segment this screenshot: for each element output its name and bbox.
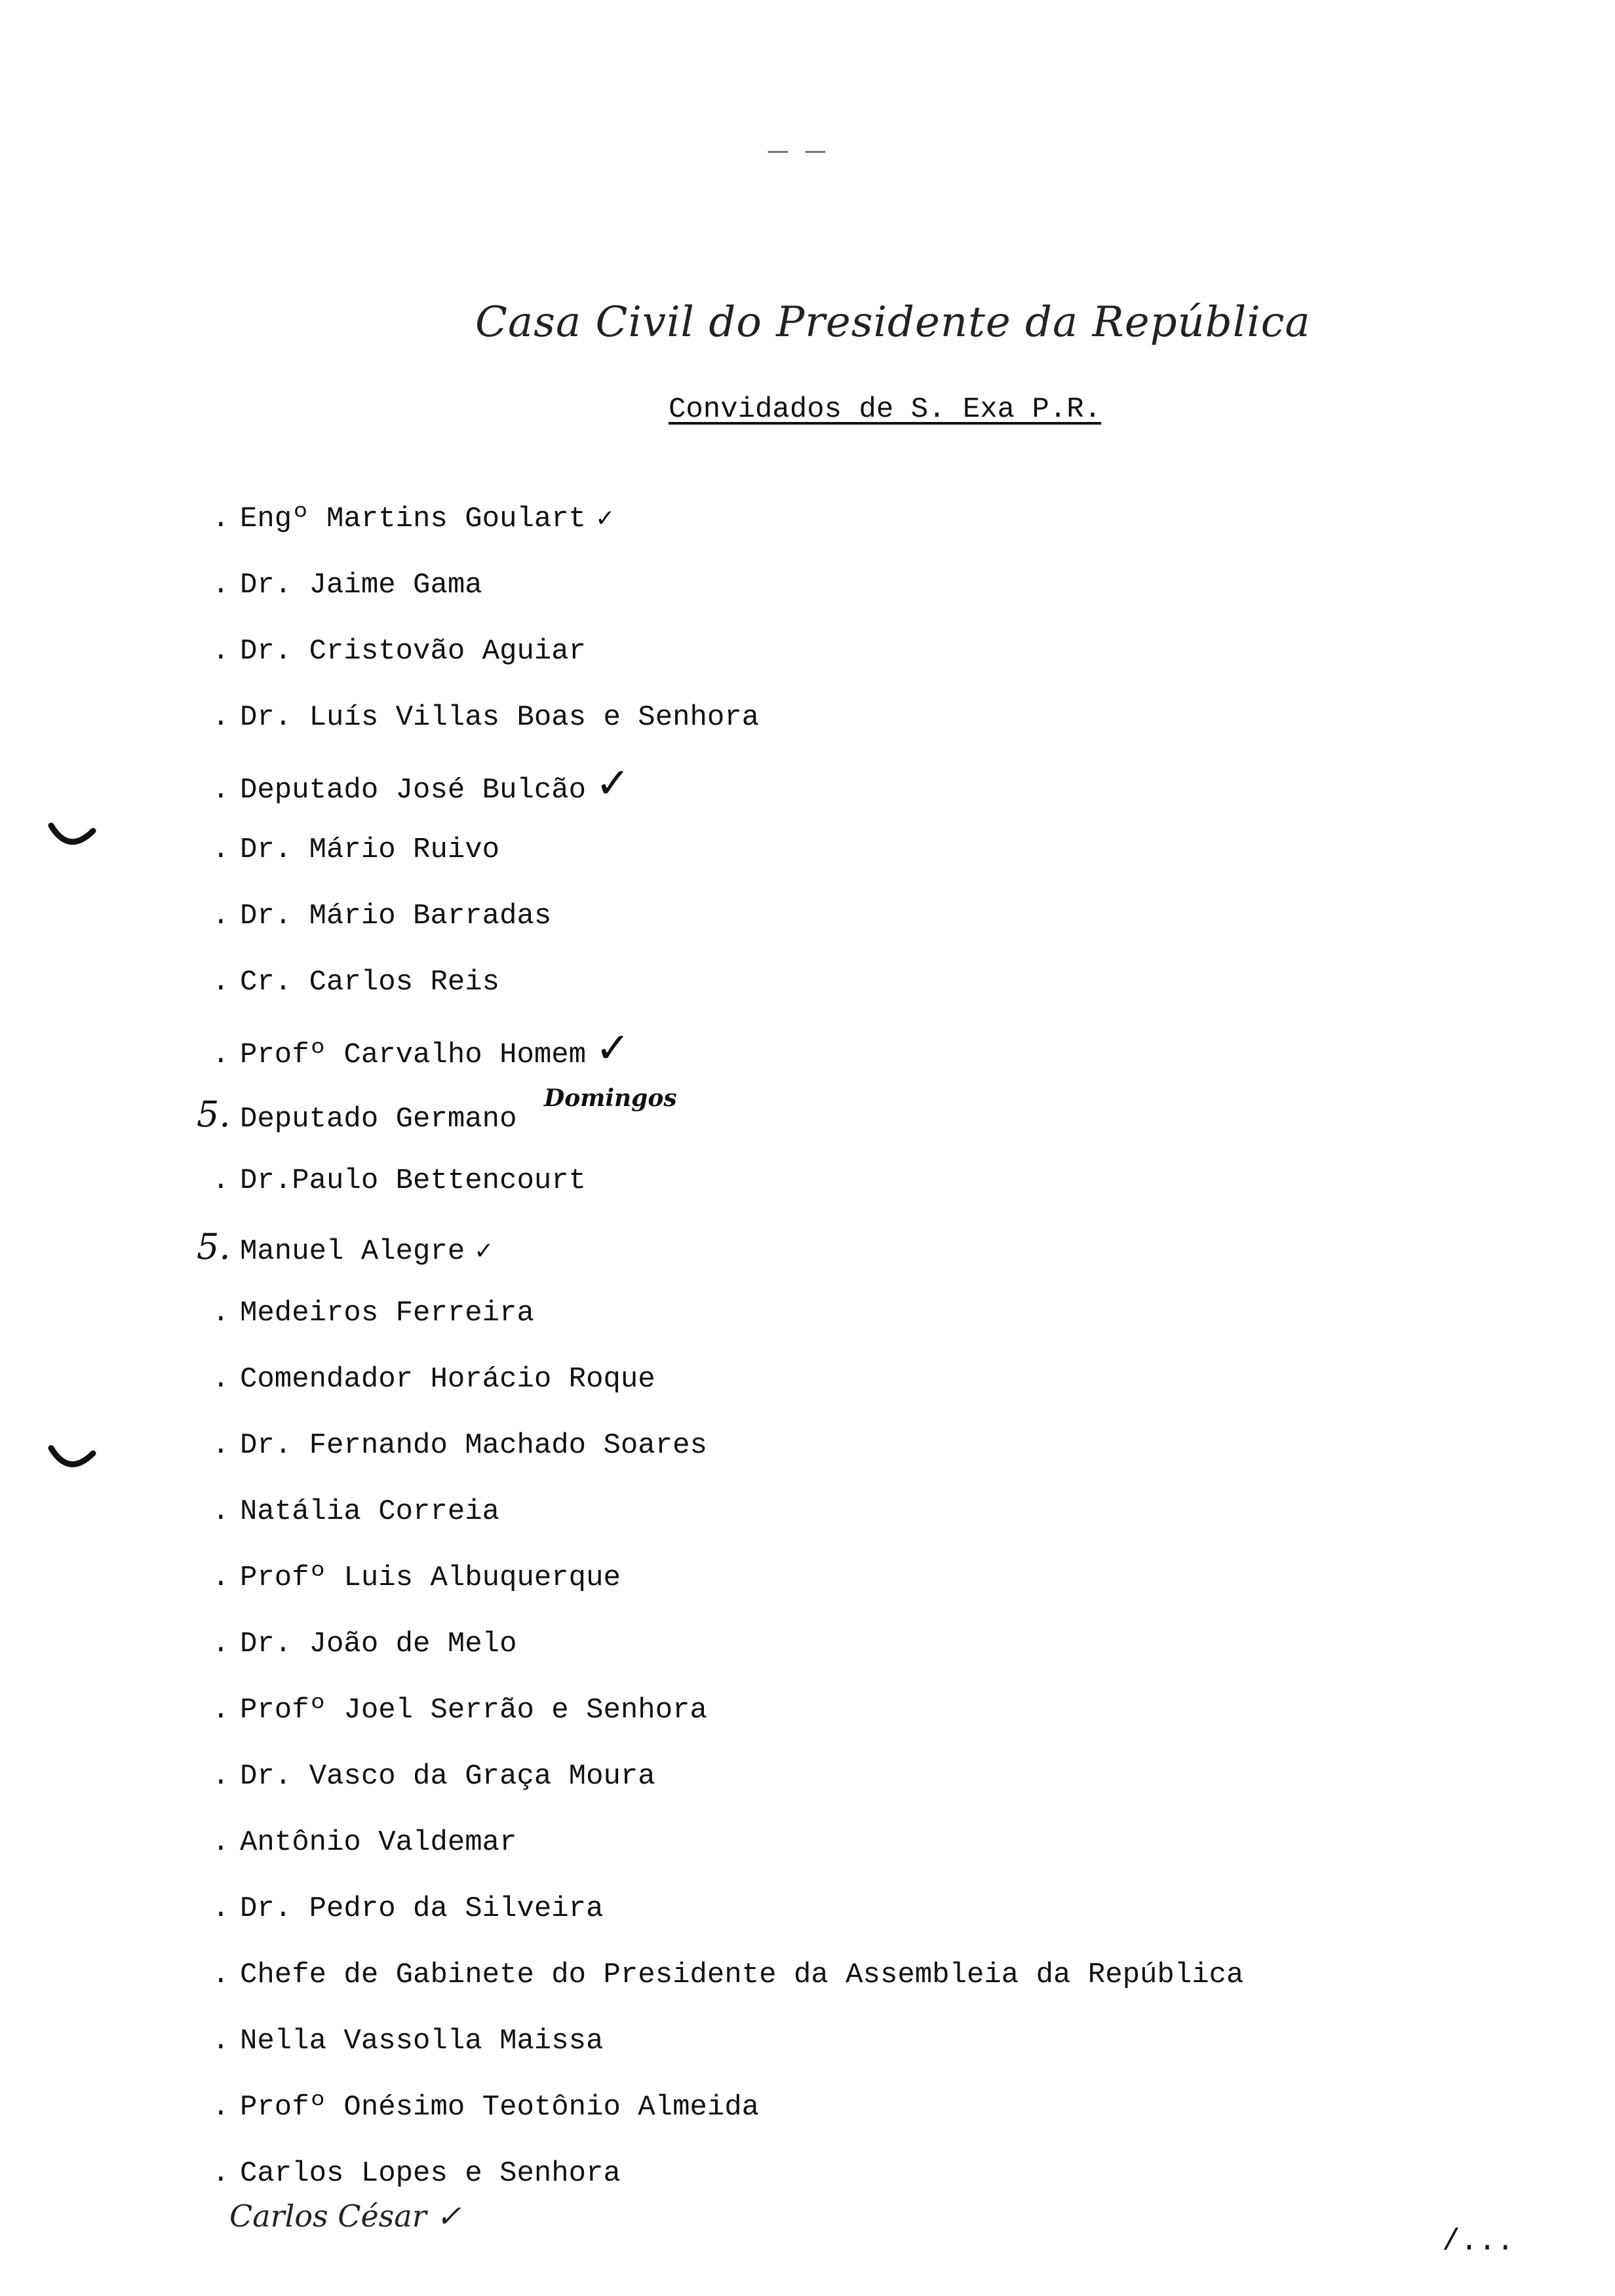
guest-name: Dr. Vasco da Graça Moura xyxy=(240,1760,655,1793)
guest-list-item xyxy=(197,698,759,737)
list-bullet: . xyxy=(212,635,229,668)
list-bullet: . xyxy=(212,1297,229,1330)
guest-name: Manuel Alegre xyxy=(240,1235,465,1268)
guest-name: Engº Martins Goulart xyxy=(240,503,587,535)
guest-name: Dr. Cristovão Aguiar xyxy=(240,635,587,668)
handwritten-check-icon: ✓ xyxy=(595,1024,631,1073)
guest-list-item xyxy=(197,2154,621,2193)
top-dash-mark: — — xyxy=(767,138,830,164)
handwritten-check-icon: ✓ xyxy=(595,505,615,532)
list-bullet: . xyxy=(212,1561,229,1594)
guest-name: Profº Carvalho Homem xyxy=(240,1039,587,1071)
guest-list-item xyxy=(197,1889,604,1928)
guest-name: Antônio Valdemar xyxy=(240,1826,517,1859)
guest-name: Dr. Mário Ruivo xyxy=(240,833,500,866)
guest-list-item xyxy=(197,1558,621,1598)
guest-list-item xyxy=(197,759,631,808)
guest-list-item xyxy=(197,896,551,936)
margin-arc-mark xyxy=(46,819,98,858)
guest-list-item xyxy=(197,963,499,1002)
guest-list-item xyxy=(197,632,586,671)
guest-list-item xyxy=(197,830,499,870)
guest-name: Dr. Fernando Machado Soares xyxy=(240,1429,707,1462)
guest-list-item xyxy=(197,1024,631,1073)
list-bullet: . xyxy=(212,833,229,866)
guest-list-item xyxy=(197,2088,759,2127)
guest-name: Dr. Mário Barradas xyxy=(240,900,552,932)
margin-arc-mark xyxy=(46,1442,98,1481)
guest-name: Cr. Carlos Reis xyxy=(240,966,500,999)
guest-list-item xyxy=(197,499,615,539)
guest-name: Dr. Jaime Gama xyxy=(240,569,482,602)
guest-name: Profº Onésimo Teotônio Almeida xyxy=(240,2091,760,2124)
guest-list-item xyxy=(197,1293,534,1333)
guest-list-item xyxy=(197,1095,516,1134)
guest-name: Profº Joel Serrão e Senhora xyxy=(240,1694,707,1727)
guest-list-item xyxy=(197,1227,494,1267)
list-bullet: . xyxy=(212,2025,229,2057)
guest-name: Chefe de Gabinete do Presidente da Assembleia da República xyxy=(240,1959,1244,1991)
guest-list-item xyxy=(197,1492,499,1531)
guest-name: Comendador Horácio Roque xyxy=(240,1363,655,1396)
guest-list-item xyxy=(197,1823,516,1862)
list-bullet: . xyxy=(212,966,229,999)
list-bullet: . xyxy=(212,900,229,932)
guest-name: Nella Vassolla Maissa xyxy=(240,2025,604,2057)
list-bullet: 5. xyxy=(197,1094,231,1135)
guest-name: Dr. Luís Villas Boas e Senhora xyxy=(240,701,760,734)
list-bullet: . xyxy=(212,1892,229,1925)
handwritten-footer-note: Carlos César ✓ xyxy=(229,2198,461,2234)
list-bullet: . xyxy=(212,1760,229,1793)
guest-list-item xyxy=(197,1757,655,1796)
guest-name: Dr. Pedro da Silveira xyxy=(240,1892,604,1925)
guest-name: Profº Luis Albuquerque xyxy=(240,1561,621,1594)
guest-name: Carlos Lopes e Senhora xyxy=(240,2157,621,2190)
handwritten-annotation-germano: Domingos xyxy=(544,1084,677,1112)
list-bullet: . xyxy=(212,1363,229,1396)
list-bullet: . xyxy=(212,1039,229,1071)
list-bullet: . xyxy=(212,774,229,807)
guest-name: Dr. João de Melo xyxy=(240,1628,517,1660)
guest-list-item xyxy=(197,2021,604,2061)
guest-list-item xyxy=(197,1691,707,1730)
list-bullet: . xyxy=(212,1495,229,1528)
guest-list-item xyxy=(197,1426,707,1465)
list-bullet: . xyxy=(212,1959,229,1991)
list-bullet: . xyxy=(212,2091,229,2124)
page-subtitle: Convidados de S. Exa P.R. xyxy=(669,393,1102,426)
guest-list-item xyxy=(197,1955,1243,1995)
guest-name: Natália Correia xyxy=(240,1495,500,1528)
letterhead-title: Casa Civil do Presidente da República xyxy=(475,298,1311,347)
guest-list-item xyxy=(197,1624,516,1664)
guest-name: Medeiros Ferreira xyxy=(240,1297,534,1330)
handwritten-check-icon: ✓ xyxy=(474,1238,494,1265)
list-bullet: . xyxy=(212,569,229,602)
continuation-mark: /... xyxy=(1442,2225,1515,2259)
guest-name: Deputado Germano xyxy=(240,1103,517,1136)
list-bullet: . xyxy=(212,1694,229,1727)
list-bullet: . xyxy=(212,1826,229,1859)
handwritten-check-icon: ✓ xyxy=(595,759,631,808)
list-bullet: 5. xyxy=(197,1226,231,1267)
guest-list-item xyxy=(197,1161,586,1200)
guest-list-item xyxy=(197,565,482,605)
list-bullet: . xyxy=(212,503,229,535)
list-bullet: . xyxy=(212,2157,229,2190)
list-bullet: . xyxy=(212,1429,229,1462)
list-bullet: . xyxy=(212,1628,229,1660)
guest-list-item xyxy=(197,1360,655,1399)
list-bullet: . xyxy=(212,701,229,734)
guest-name: Deputado José Bulcão xyxy=(240,774,587,807)
list-bullet: . xyxy=(212,1164,229,1197)
guest-name: Dr.Paulo Bettencourt xyxy=(240,1164,587,1197)
